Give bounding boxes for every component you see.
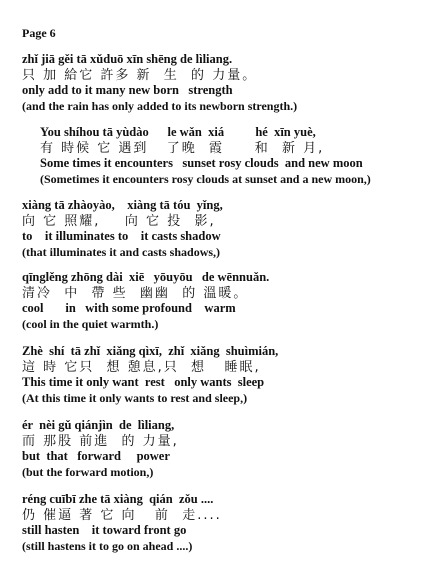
chinese-line: 向 它 照耀, 向 它 投 影, <box>22 213 216 229</box>
pinyin-line: You shíhou tā yùdào le wǎn xiá hé xīn yuè, <box>40 125 316 139</box>
stanza-2 <box>22 125 371 187</box>
pinyin-line: réng cuībī zhe tā xiàng qián zǒu .... <box>22 492 214 506</box>
stanza-7 <box>22 492 222 554</box>
pinyin-line: zhǐ jiā gěi tā xǔduō xīn shēng de lìliang. <box>22 52 233 66</box>
pinyin-line: ér nèi gǔ qiánjìn de lìliang, <box>22 418 175 432</box>
translation-line: (still hastens it to go on ahead ....) <box>22 538 193 553</box>
chinese-line: 清冷 中 帶 些 幽幽 的 溫暖。 <box>22 285 249 301</box>
translation-line: (but the forward motion,) <box>22 464 154 479</box>
chinese-line: 有 時候 它 遇到 了晚 霞 和 新 月, <box>40 140 325 156</box>
english-gloss-line: Some times it encounters sunset rosy clouds and new moon <box>40 156 363 170</box>
translation-line: (and the rain has only added to its newborn strength.) <box>22 98 298 113</box>
stanza-1 <box>22 52 297 114</box>
english-gloss-line: still hasten it toward front go <box>22 523 187 537</box>
pinyin-line: xiàng tā zhàoyào, xiàng tā tóu yǐng, <box>22 198 223 212</box>
chinese-line: 只 加 給它 許多 新 生 的 力量。 <box>22 67 258 83</box>
translation-line: (cool in the quiet warmth.) <box>22 316 159 331</box>
pinyin-line: Zhè shí tā zhǐ xiǎng qìxī, zhǐ xiǎng shuìmián, <box>22 344 279 358</box>
english-gloss-line: only add to it many new born strength <box>22 83 233 97</box>
translation-line: (Sometimes it encounters rosy clouds at sunset and a new moon,) <box>40 171 371 186</box>
stanza-5 <box>22 344 278 406</box>
translation-line: (that illuminates it and casts shadows,) <box>22 244 221 259</box>
page-label: Page 6 <box>22 26 56 40</box>
english-gloss-line: but that forward power <box>22 449 170 463</box>
stanza-3 <box>22 198 223 260</box>
english-gloss-line: cool in with some profound warm <box>22 301 236 315</box>
english-gloss-line: to it illuminates to it casts shadow <box>22 229 221 243</box>
english-gloss-line: This time it only want rest only wants sleep <box>22 375 265 389</box>
pinyin-line: qīnglěng zhōng dài xiē yōuyōu de wēnnuǎn. <box>22 270 270 284</box>
translation-line: (At this time it only wants to rest and sleep,) <box>22 390 248 405</box>
chinese-line: 而 那股 前進 的 力量, <box>22 433 179 449</box>
stanza-6 <box>22 418 179 480</box>
chinese-line: 仍 催逼 著 它 向 前 走.... <box>22 507 222 523</box>
chinese-line: 這 時 它只 想 憩息,只 想 睡眠, <box>22 359 261 375</box>
stanza-4 <box>22 270 269 332</box>
